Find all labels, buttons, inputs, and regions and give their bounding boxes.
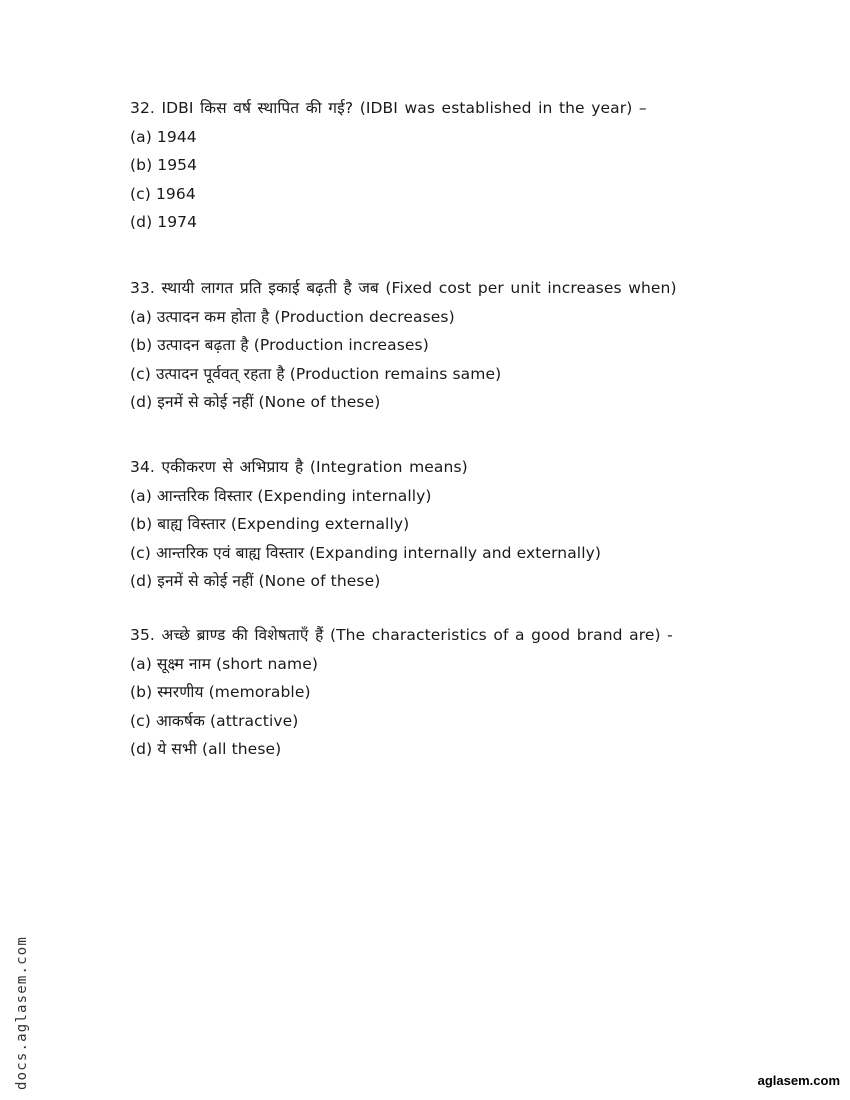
question-35 xyxy=(130,624,730,767)
option-b: (b) 1954 xyxy=(130,156,198,174)
option-c: (c) आकर्षक (attractive) xyxy=(130,711,299,730)
option-d: (d) 1974 xyxy=(130,213,198,231)
option-a: (a) आन्तरिक विस्तार (Expending internally) xyxy=(130,486,432,505)
question-34 xyxy=(130,456,730,599)
question-text: 32. IDBI किस वर्ष स्थापित की गई? (IDBI was established in the year) – xyxy=(130,99,647,117)
option-d: (d) ये सभी (all these) xyxy=(130,740,282,758)
option-c: (c) उत्पादन पूर्ववत् रहता है (Production remains same) xyxy=(130,364,502,383)
footer-brand: aglasem.com xyxy=(757,1073,840,1088)
option-b: (b) स्मरणीय (memorable) xyxy=(130,683,311,701)
question-33 xyxy=(130,277,730,420)
question-32 xyxy=(130,97,730,240)
option-a: (a) उत्पादन कम होता है (Production decreases) xyxy=(130,307,455,326)
option-b: (b) बाह्य विस्तार (Expending externally) xyxy=(130,515,410,533)
question-text: 33. स्थायी लागत प्रति इकाई बढ़ती है जब (Fixed cost per unit increases when) xyxy=(130,279,677,297)
question-text: 34. एकीकरण से अभिप्राय है (Integration means) xyxy=(130,458,468,476)
option-d: (d) इनमें से कोई नहीं (None of these) xyxy=(130,393,381,411)
question-text: 35. अच्छे ब्राण्ड की विशेषताएँ हैं (The characteristics of a good brand are) - xyxy=(130,626,673,644)
option-c: (c) 1964 xyxy=(130,184,196,203)
option-c: (c) आन्तरिक एवं बाह्य विस्तार (Expanding internally and externally) xyxy=(130,543,602,562)
option-b: (b) उत्पादन बढ़ता है (Production increases) xyxy=(130,336,429,354)
option-d: (d) इनमें से कोई नहीं (None of these) xyxy=(130,572,381,590)
side-watermark: docs.aglasem.com xyxy=(14,935,30,1090)
option-a: (a) सूक्ष्म नाम (short name) xyxy=(130,654,319,673)
option-a: (a) 1944 xyxy=(130,127,197,146)
